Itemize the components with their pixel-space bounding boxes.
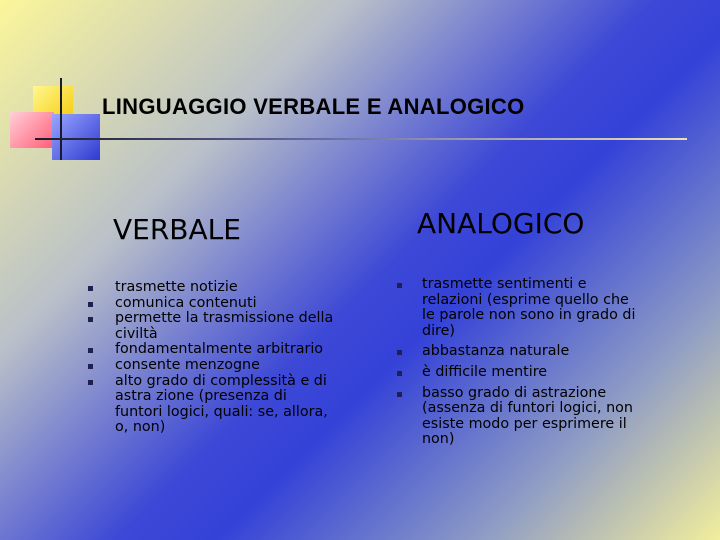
analogico-heading: ANALOGICO <box>417 207 585 240</box>
decor-vertical-line <box>60 78 62 160</box>
list-item: abbastanza naturale <box>422 344 642 360</box>
list-item: comunica contenuti <box>115 296 335 312</box>
list-item: alto grado di complessità e di astra zione (presenza di funtori logici, quali: se, allora, o, non) <box>115 374 335 436</box>
list-item: consente menzogne <box>115 358 335 374</box>
verbale-heading: VERBALE <box>113 213 241 246</box>
verbale-list <box>115 280 335 436</box>
list-item: trasmette sentimenti e relazioni (esprime quello che le parole non sono in grado di dire) <box>422 277 642 339</box>
list-item: basso grado di astrazione (assenza di funtori logici, non esiste modo per esprimere il non) <box>422 386 642 448</box>
decor-horizontal-line <box>35 138 687 140</box>
analogico-list <box>422 277 642 448</box>
list-item: permette la trasmissione della civiltà <box>115 310 334 342</box>
list-item: è difficile mentire <box>422 365 642 381</box>
decor-red-square <box>10 112 54 148</box>
slide-title: LINGUAGGIO VERBALE E ANALOGICO <box>102 94 525 119</box>
list-item: fondamentalmente arbitrario <box>115 342 335 358</box>
list-item: trasmette notizie <box>115 280 335 296</box>
